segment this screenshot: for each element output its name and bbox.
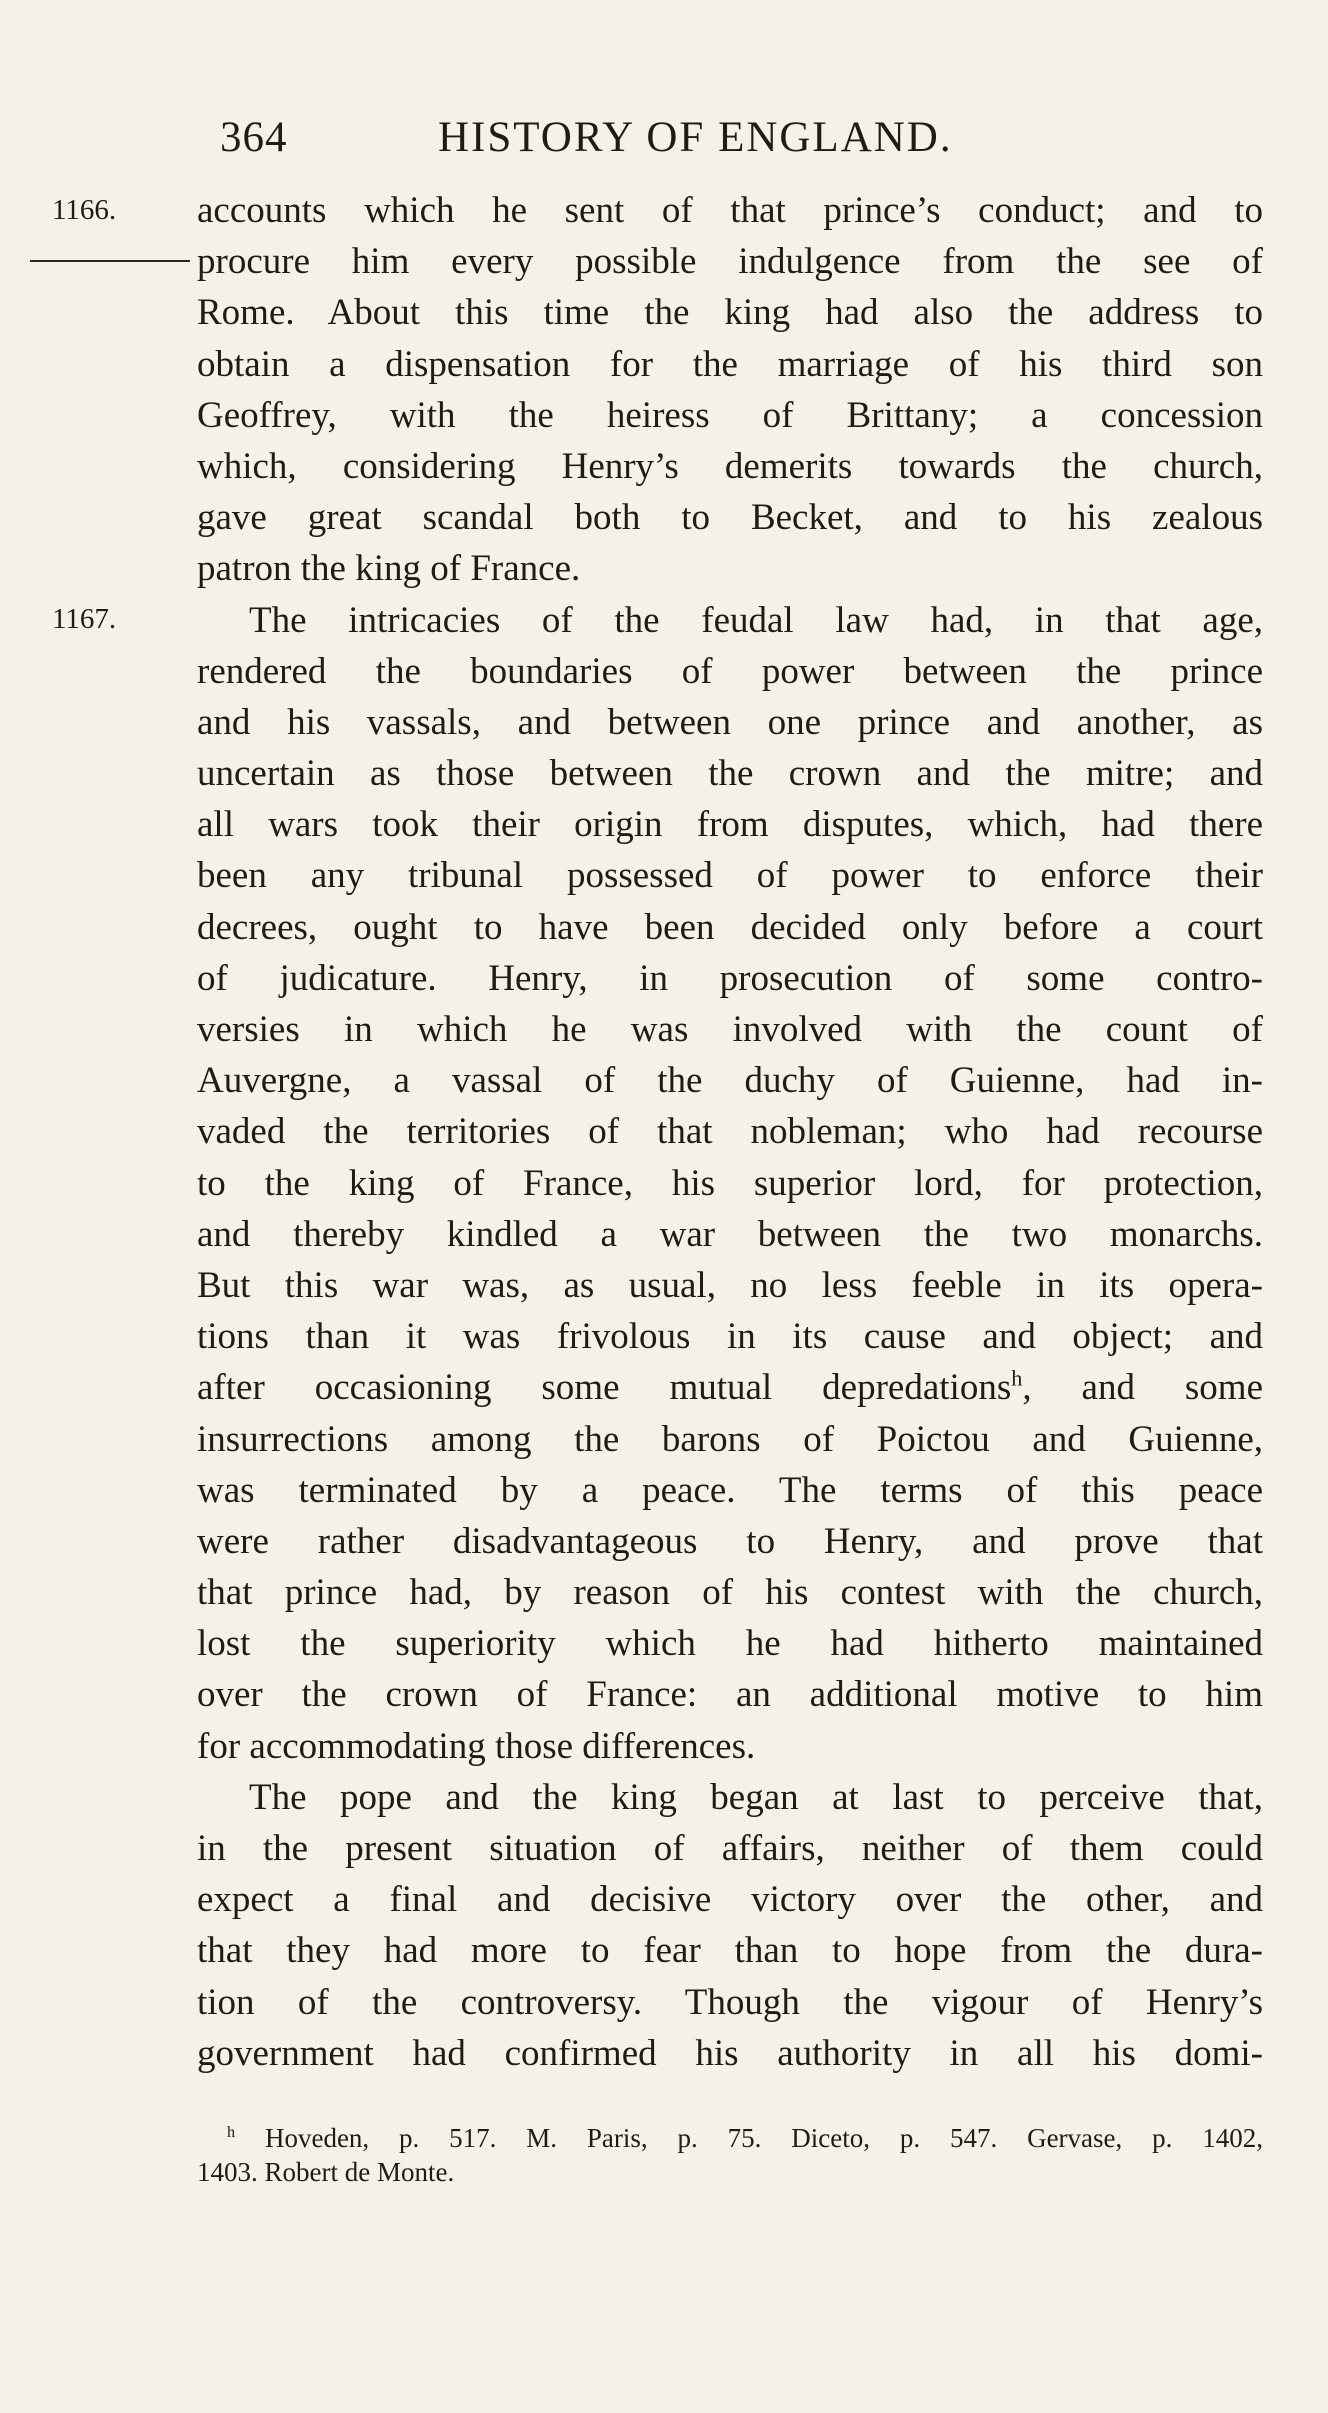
footnotes [197, 2121, 1263, 2189]
margin-rule [30, 260, 190, 262]
text-segment: , and some [1022, 1367, 1263, 1409]
text-line: obtain a dispensation for the marriage of his third son [197, 343, 1263, 385]
text-line: procure him every possible indulgence from the see of [197, 241, 1263, 283]
text-line: tions than it was frivolous in its cause and object; and [197, 1316, 1263, 1358]
footnote-text: Hoveden, p. 517. M. Paris, p. 75. Diceto, p. 547. Gervase, p. 1402, [264, 2123, 1263, 2153]
text-line: for accommodating those differences. [197, 1725, 756, 1767]
footnote-line: 1403. Robert de Monte. [197, 2157, 455, 2187]
text-line: Auvergne, a vassal of the duchy of Guienne, had in- [197, 1060, 1263, 1102]
text-line: uncertain as those between the crown and the mitre; and [197, 753, 1263, 795]
text-line: and his vassals, and between one prince and another, as [197, 701, 1263, 743]
text-line-with-footnote-ref [197, 1362, 1263, 1413]
text-line: that they had more to fear than to hope from the dura- [197, 1930, 1263, 1972]
footnote-line [197, 2121, 1263, 2155]
text-line: that prince had, by reason of his contest with the church, [197, 1572, 1263, 1614]
text-line: vaded the territories of that nobleman; who had recourse [197, 1111, 1263, 1153]
text-line: government had confirmed his authority in all his domi- [197, 2032, 1263, 2074]
page-number: 364 [220, 114, 288, 161]
body-text [197, 185, 1263, 2079]
margin-year-1166: 1166. [52, 194, 117, 226]
footnote-ref: h [1011, 1365, 1023, 1391]
text-line: versies in which he was involved with the count of [197, 1009, 1263, 1050]
text-line: in the present situation of affairs, neither of them could [197, 1828, 1263, 1869]
text-line: to the king of France, his superior lord, for protection, [197, 1162, 1263, 1204]
margin-year-1167: 1167. [52, 603, 117, 635]
text-line: gave great scandal both to Becket, and to his zealous [197, 497, 1263, 539]
running-title: HISTORY OF ENGLAND. [438, 114, 953, 161]
text-line: expect a final and decisive victory over the other, and [197, 1879, 1263, 1921]
text-line: been any tribunal possessed of power to enforce their [197, 855, 1263, 897]
text-segment: after occasioning some mutual depredations [197, 1367, 1012, 1409]
text-line: all wars took their origin from disputes, which, had there [197, 804, 1263, 846]
text-line: of judicature. Henry, in prosecution of some contro- [197, 957, 1263, 999]
text-line: was terminated by a peace. The terms of this peace [197, 1469, 1263, 1511]
text-line: The pope and the king began at last to perceive that, [249, 1776, 1263, 1818]
text-line: patron the king of France. [197, 548, 581, 590]
text-line: Rome. About this time the king had also the address to [197, 292, 1263, 334]
footnote-mark: h [227, 2123, 236, 2141]
text-line: which, considering Henry’s demerits towards the church, [197, 445, 1263, 487]
text-line: insurrections among the barons of Poictou and Guienne, [197, 1418, 1263, 1460]
text-line: were rather disadvantageous to Henry, and prove that [197, 1520, 1263, 1562]
text-line: accounts which he sent of that prince’s conduct; and to [197, 190, 1263, 231]
text-line: over the crown of France: an additional motive to him [197, 1674, 1263, 1716]
text-line: The intricacies of the feudal law had, in that age, [249, 599, 1263, 641]
text-line: and thereby kindled a war between the two monarchs. [197, 1213, 1263, 1255]
text-line: tion of the controversy. Though the vigour of Henry’s [197, 1981, 1263, 2023]
running-head [0, 108, 1328, 168]
text-line: But this war was, as usual, no less feeble in its opera- [197, 1264, 1263, 1306]
text-line: rendered the boundaries of power between the prince [197, 650, 1263, 692]
text-line: Geoffrey, with the heiress of Brittany; a concession [197, 394, 1263, 436]
text-line: lost the superiority which he had hitherto maintained [197, 1623, 1263, 1665]
text-line: decrees, ought to have been decided only before a court [197, 906, 1263, 948]
